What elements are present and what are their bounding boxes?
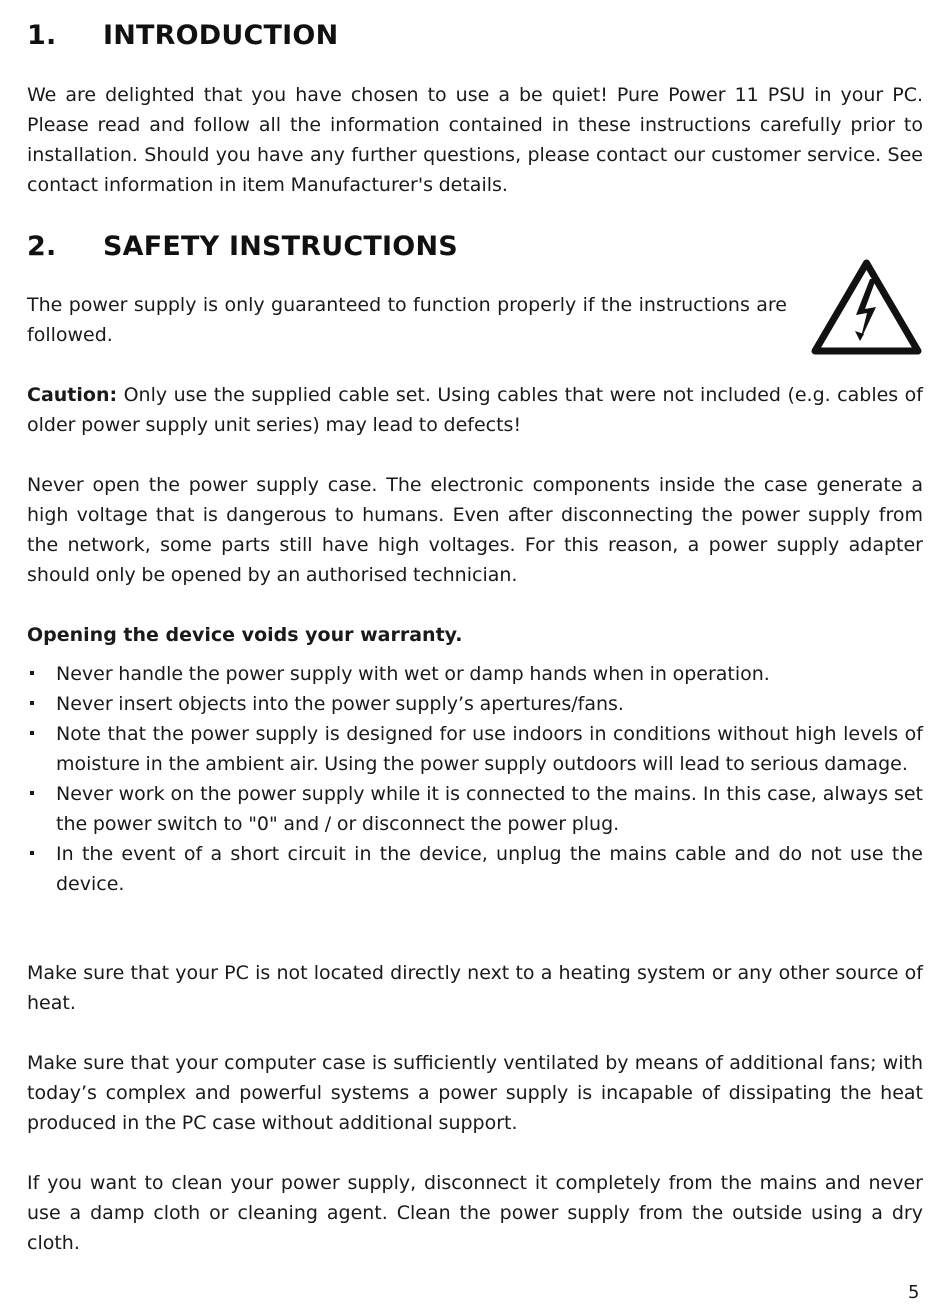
never-open-paragraph: Never open the power supply case. The electronic components inside the case generate a high voltage that is dangerous to humans. Even after disconnecting the power supply from the network, some parts still have high voltages. For this reason, a power supply adapter should only be opened by an authorised technician. [27, 474, 923, 586]
ventilation-paragraph: Make sure that your computer case is sufficiently ventilated by means of additional fans; with today’s complex and powerful systems a power supply is incapable of dissipating the heat produced in the PC case without additional support. [27, 1052, 923, 1134]
bullet-icon [30, 851, 34, 855]
heading-introduction [27, 20, 338, 51]
list-item-text: Note that the power supply is designed for use indoors in conditions without high levels of moisture in the ambient air. Using the power supply outdoors will lead to serious damage. [56, 723, 923, 775]
cleaning-paragraph: If you want to clean your power supply, disconnect it completely from the mains and never use a damp cloth or cleaning agent. Clean the power supply from the outside using a dry cloth. [27, 1172, 923, 1254]
bullet-icon [30, 731, 34, 735]
list-item [27, 719, 923, 779]
heading-title: INTRODUCTION [103, 20, 339, 51]
list-item-text: Never insert objects into the power supply’s apertures/fans. [56, 693, 624, 715]
intro-paragraph: We are delighted that you have chosen to use a be quiet! Pure Power 11 PSU in your PC. Please read and follow all the information contained in these instructions carefully prior to installation. Should you have any further questions, please contact our customer service. See contact information in item Manufacturer's details. [27, 84, 923, 196]
heading-title: SAFETY INSTRUCTIONS [103, 231, 458, 262]
heat-paragraph: Make sure that your PC is not located directly next to a heating system or any other source of heat. [27, 962, 923, 1014]
list-item [27, 779, 923, 839]
bullet-icon [30, 701, 34, 705]
list-item-text: Never handle the power supply with wet or damp hands when in operation. [56, 663, 770, 685]
caution-text: Only use the supplied cable set. Using cables that were not included (e.g. cables of older power supply unit series) may lead to defects! [27, 384, 923, 436]
warranty-note: Opening the device voids your warranty. [27, 624, 463, 646]
bullet-icon [30, 671, 34, 675]
caution-label: Caution: [27, 384, 118, 406]
high-voltage-warning-icon [810, 257, 923, 357]
bullet-icon [30, 791, 34, 795]
heading-number: 2. [27, 231, 57, 262]
list-item [27, 659, 923, 689]
heading-number: 1. [27, 20, 57, 51]
list-item-text: Never work on the power supply while it is connected to the mains. In this case, always set the power switch to "0" and / or disconnect the power plug. [56, 783, 923, 835]
list-item-text: In the event of a short circuit in the device, unplug the mains cable and do not use the device. [56, 843, 923, 895]
safety-bullet-list [27, 659, 923, 899]
page-number: 5 [908, 1282, 920, 1303]
caution-paragraph [27, 380, 923, 440]
guarantee-paragraph: The power supply is only guaranteed to function properly if the instructions are followed. [27, 294, 787, 346]
heading-safety-instructions [27, 231, 458, 262]
list-item [27, 689, 923, 719]
list-item [27, 839, 923, 899]
